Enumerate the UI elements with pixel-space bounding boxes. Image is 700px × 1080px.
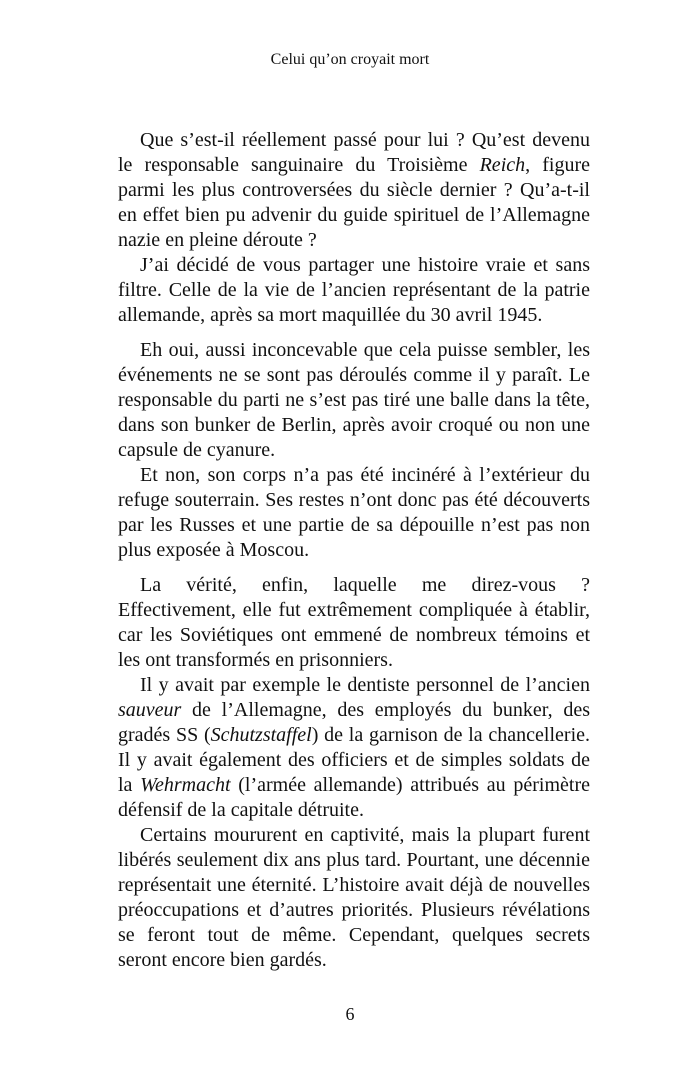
running-header: Celui qu’on croyait mort [270,51,430,68]
paragraph-2: J’ai décidé de vous partager une histoire vraie et sans filtre. Celle de la vie de l’ancien représentant de la patrie allemande, après sa mort maquillée du 30 avril 1945. [118,254,590,326]
paragraph-5: La vérité, enfin, laquelle me direz-vous ? Effectivement, elle fut extrêmement compliquée à établir, car les Soviétiques ont emmené de nombreux témoins et les ont transformés en prisonniers. [118,574,590,671]
paragraph-1: Que s’est-il réellement passé pour lui ? Qu’est devenu le responsable sanguinaire du Troisième Reich, figure parmi les plus controversées du siècle dernier ? Qu’a-t-il en effet bien pu advenir du guide spirituel de l’Allemagne nazie en pleine déroute ? [118,129,590,251]
body-text [118,128,590,973]
paragraph-6: Il y avait par exemple le dentiste personnel de l’ancien sauveur de l’Allemagne, des employés du bunker, des gradés SS (Schutzstaffel) de la garnison de la chancellerie. Il y avait également des officiers et de simples soldats de la Wehrmacht (l’armée allemande) attribués au périmètre défensif de la capitale détruite. [118,674,591,821]
paragraph-7: Certains moururent en captivité, mais la plupart furent libérés seulement dix ans plus tard. Pourtant, une décennie représentait une éternité. L’histoire avait déjà de nouvelles préoccupations et d’autres priorités. Plusieurs révélations se feront tout de même. Cependant, quelques secrets seront encore bien gardés. [118,824,590,971]
paragraph-4: Et non, son corps n’a pas été incinéré à l’extérieur du refuge souterrain. Ses restes n’ont donc pas été découverts par les Russes et une partie de sa dépouille n’est pas non plus exposée à Moscou. [118,464,590,561]
paragraph-3: Eh oui, aussi inconcevable que cela puisse sembler, les événements ne se sont pas déroulés comme il y paraît. Le responsable du parti ne s’est pas tiré une balle dans la tête, dans son bunker de Berlin, après avoir croqué ou non une capsule de cyanure. [118,339,590,461]
page-number: 6 [345,1004,355,1024]
